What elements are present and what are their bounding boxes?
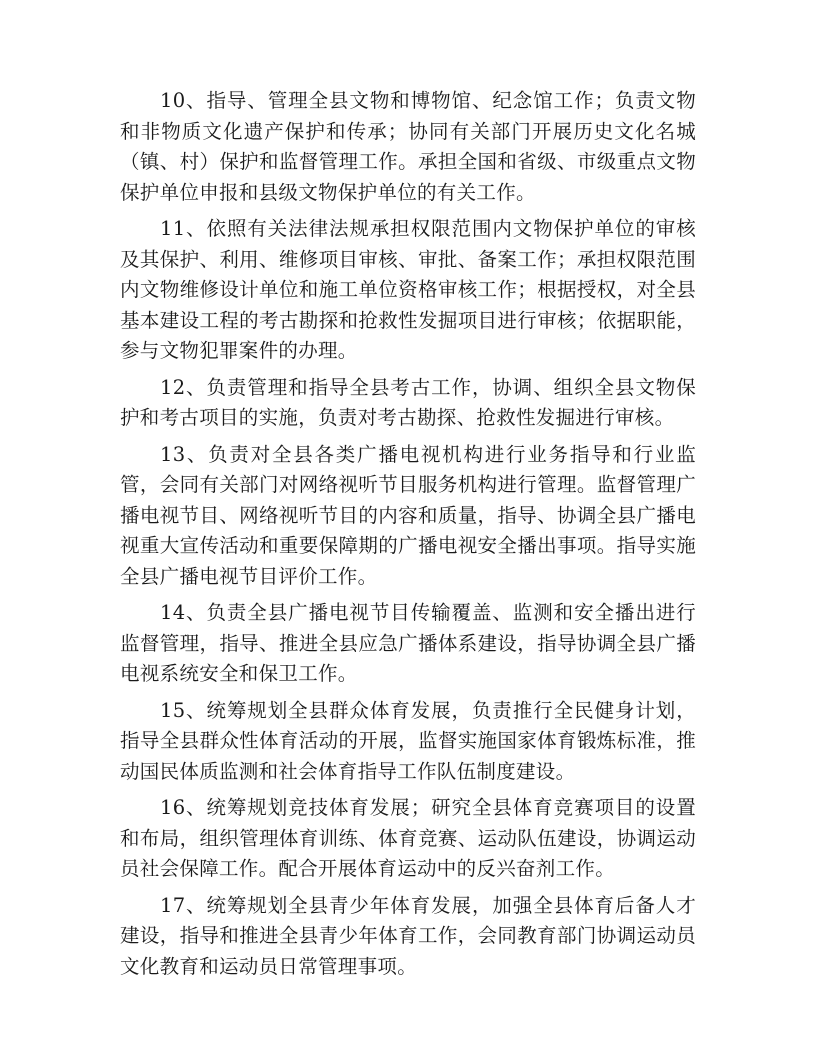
paragraph-item-14: 14、负责全县广播电视节目传输覆盖、监测和安全播出进行监督管理，指导、推进全县应急广播体系建设，指导协调全县广播电视系统安全和保卫工作。: [120, 601, 696, 685]
paragraph-item-13: 13、负责对全县各类广播电视机构进行业务指导和行业监管，会同有关部门对网络视听节目服务机构进行管理。监督管理广播电视节目、网络视听节目的内容和质量，指导、协调全县广播电视重大宣传活动和重要保障期的广播电视安全播出事项。指导实施全县广播电视节目评价工作。: [120, 442, 696, 588]
paragraph-item-11: 11、依照有关法律法规承担权限范围内文物保护单位的审核及其保护、利用、维修项目审核、审批、备案工作；承担权限范围内文物维修设计单位和施工单位资格审核工作；根据授权，对全县基本建设工程的考古勘探和抢救性发掘项目进行审核；依据职能，参与文物犯罪案件的办理。: [120, 217, 696, 362]
paragraph-item-16: 16、统筹规划竞技体育发展；研究全县体育竞赛项目的设置和布局，组织管理体育训练、体育竞赛、运动队伍建设，协调运动员社会保障工作。配合开展体育运动中的反兴奋剂工作。: [120, 796, 696, 880]
paragraph-item-12: 12、负责管理和指导全县考古工作，协调、组织全县文物保护和考古项目的实施，负责对考古勘探、抢救性发掘进行审核。: [120, 375, 696, 429]
document-body: [120, 86, 696, 988]
paragraph-item-17: 17、统筹规划全县青少年体育发展，加强全县体育后备人才建设，指导和推进全县青少年体育工作，会同教育部门协调运动员文化教育和运动员日常管理事项。: [120, 893, 696, 978]
paragraph-item-10: 10、指导、管理全县文物和博物馆、纪念馆工作；负责文物和非物质文化遗产保护和传承；协同有关部门开展历史文化名城（镇、村）保护和监督管理工作。承担全国和省级、市级重点文物保护单位申报和县级文物保护单位的有关工作。: [120, 89, 696, 204]
paragraph-item-15: 15、统筹规划全县群众体育发展，负责推行全民健身计划，指导全县群众性体育活动的开展，监督实施国家体育锻炼标准，推动国民体质监测和社会体育指导工作队伍制度建设。: [120, 698, 696, 783]
